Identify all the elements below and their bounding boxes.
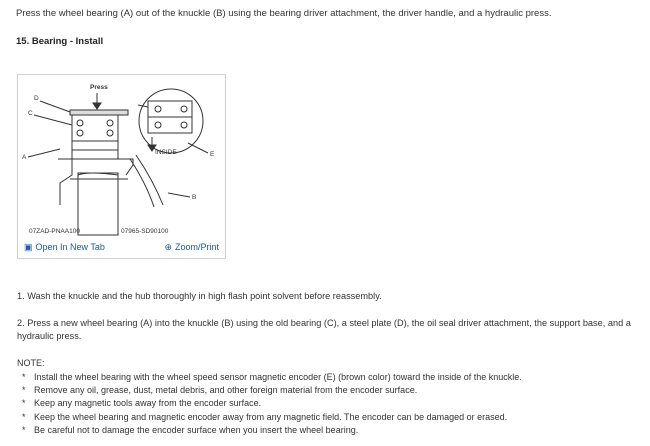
- press-label: Press: [90, 84, 108, 91]
- magnifier-icon: ⊕: [164, 242, 172, 252]
- tool-code-2: 07965-SD90100: [121, 228, 169, 235]
- steel-plate: [70, 110, 128, 115]
- note-label: NOTE:: [17, 358, 45, 368]
- label-a: A: [22, 154, 27, 161]
- external-window-icon: ▣: [24, 242, 33, 252]
- note-list: [22, 371, 522, 437]
- note-item: * Install the wheel bearing with the wheel speed sensor magnetic encoder (E) (brown color) toward the inside of the knuckle.: [22, 372, 522, 382]
- figure-actions: [18, 240, 225, 256]
- bearing-install-diagram: [18, 75, 225, 238]
- open-in-new-tab-link[interactable]: [24, 242, 105, 253]
- note-item: * Keep any magnetic tools away from the encoder surface.: [22, 398, 262, 409]
- label-e: E: [210, 151, 215, 158]
- tool-code-1: 07ZAD-PNAA100: [29, 228, 80, 235]
- intro-text: Press the wheel bearing (A) out of the knuckle (B) using the bearing driver attachment, the driver handle, and a hydraulic press.: [16, 8, 552, 19]
- label-d: D: [34, 95, 39, 102]
- step-2-continued: hydraulic press.: [17, 331, 82, 341]
- support-base: [78, 173, 118, 235]
- step-2: 2. Press a new wheel bearing (A) into the knuckle (B) using the old bearing (C), a steel plate (D), the oil seal driver attachment, the support base, and a: [17, 318, 631, 328]
- note-item: * Be careful not to damage the encoder surface when you insert the wheel bearing.: [22, 424, 359, 435]
- note-item: * Remove any oil, grease, dust, metal debris, and other foreign material from the encoder surface.: [22, 385, 418, 396]
- note-item: * Keep the wheel bearing and magnetic encoder away from any magnetic field. The encoder can be damaged or erased.: [22, 411, 508, 422]
- step-1: 1. Wash the knuckle and the hub thoroughly in high flash point solvent before reassembly.: [17, 291, 382, 301]
- open-tab-label: Open In New Tab: [35, 242, 105, 252]
- detail-circle: [139, 89, 203, 153]
- label-b: B: [192, 194, 197, 201]
- section-heading: 15. Bearing - Install: [16, 36, 104, 47]
- knuckle-outline: [58, 159, 133, 205]
- label-inside: INSIDE: [155, 149, 177, 156]
- zoom-print-link[interactable]: [164, 242, 219, 253]
- figure-box: [17, 74, 226, 259]
- zoom-print-label: Zoom/Print: [174, 242, 219, 252]
- label-c: C: [28, 110, 33, 117]
